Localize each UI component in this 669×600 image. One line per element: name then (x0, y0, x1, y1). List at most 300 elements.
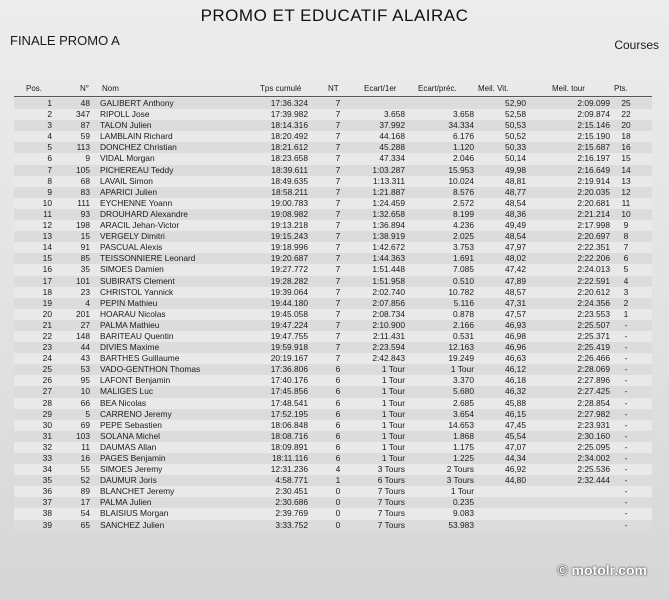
cell-laps: 7 (335, 98, 341, 108)
table-row (14, 497, 652, 508)
cell-best-lap: 2:32.444 (577, 475, 610, 486)
cell-name: PAGES Benjamin (100, 453, 166, 463)
header-num: N° (80, 84, 89, 93)
cell-best-lap: 2:25.419 (577, 342, 610, 353)
cell-num: 83 (80, 186, 90, 197)
cell-best-lap: 2:25.095 (577, 441, 610, 452)
cell-points: 11 (621, 197, 631, 208)
cell-name: ARACIL Jehan-Victor (100, 220, 180, 231)
cell-num: 23 (80, 286, 90, 297)
cell-best-lap: 2:28.069 (577, 364, 610, 375)
cell-gap-prev: 7.085 (453, 264, 474, 275)
cell-num: 89 (80, 486, 90, 497)
cell-pos: 22 (42, 330, 52, 341)
cell-pos: 21 (42, 319, 52, 330)
courses-label: Courses (614, 38, 659, 52)
cell-best-lap: 2:27.896 (577, 375, 610, 386)
cell-total-time: 19:08.982 (270, 208, 308, 219)
cell-num: 55 (80, 464, 90, 475)
cell-pos: 18 (42, 286, 52, 297)
cell-best-lap: 2:19.914 (577, 175, 610, 186)
cell-laps: 7 (335, 109, 341, 120)
cell-gap-prev: 1.691 (453, 253, 474, 264)
cell-best-speed: 49,98 (505, 164, 526, 175)
header-divider (14, 96, 652, 97)
table-header (0, 84, 669, 96)
results-table (14, 98, 652, 531)
cell-num: 201 (76, 308, 90, 319)
table-row (14, 342, 652, 353)
cell-num: 347 (76, 109, 90, 120)
cell-gap-prev: 12.163 (448, 342, 474, 353)
table-row (14, 486, 652, 497)
cell-pos: 2 (47, 109, 52, 120)
cell-num: 93 (80, 208, 90, 219)
cell-laps: 7 (335, 142, 341, 153)
cell-laps: 6 (335, 441, 341, 452)
cell-best-lap: 2:15.687 (577, 142, 610, 153)
cell-gap-first: 1:36.894 (372, 220, 405, 231)
cell-total-time: 3:33.752 (275, 519, 308, 530)
cell-pos: 25 (42, 364, 52, 375)
cell-points: - (624, 508, 628, 519)
cell-best-speed: 50,33 (505, 142, 526, 153)
cell-points: 2 (623, 297, 629, 308)
cell-laps: 7 (335, 131, 341, 142)
cell-name: PEPE Sebastien (100, 419, 162, 430)
cell-gap-first: 1 Tour (381, 453, 405, 463)
cell-pos: 28 (42, 397, 52, 408)
cell-laps: 6 (335, 375, 341, 386)
cell-best-speed: 50,53 (505, 120, 526, 131)
cell-points: 22 (621, 109, 631, 120)
cell-best-lap: 2:09.874 (577, 109, 610, 120)
cell-best-speed: 48,36 (505, 208, 526, 219)
cell-gap-prev: 15.953 (448, 164, 474, 175)
cell-total-time: 12:31.236 (270, 464, 308, 475)
table-row (14, 386, 652, 397)
cell-pos: 12 (42, 220, 52, 231)
cell-points: - (624, 453, 628, 463)
cell-gap-first: 44.168 (379, 131, 405, 142)
cell-pos: 15 (42, 253, 52, 264)
cell-gap-first: 1:21.887 (372, 186, 405, 197)
cell-laps: 7 (335, 175, 341, 186)
cell-laps: 0 (335, 486, 341, 497)
cell-num: 69 (80, 419, 90, 430)
cell-pos: 7 (47, 164, 52, 175)
cell-gap-first: 7 Tours (377, 497, 405, 508)
cell-gap-prev: 4.236 (453, 220, 474, 231)
table-row (14, 276, 652, 287)
cell-best-speed: 48,77 (505, 186, 526, 197)
cell-name: DONCHEZ Christian (100, 142, 177, 153)
cell-points: - (624, 441, 628, 452)
cell-total-time: 19:28.282 (270, 275, 308, 286)
cell-pos: 35 (42, 475, 52, 486)
cell-points: 14 (621, 164, 631, 175)
cell-gap-first: 7 Tours (377, 519, 405, 530)
cell-points: 9 (623, 220, 629, 231)
cell-best-lap: 2:20.681 (577, 197, 610, 208)
cell-best-lap: 2:20.697 (577, 231, 610, 242)
cell-total-time: 18:14.316 (270, 120, 308, 131)
cell-gap-prev: 2.025 (453, 231, 474, 242)
table-row (14, 98, 652, 109)
cell-gap-prev: 0.878 (453, 308, 474, 319)
table-row (14, 508, 652, 519)
cell-num: 91 (80, 242, 90, 253)
header-ecartprec: Ecart/préc. (418, 84, 457, 93)
cell-num: 43 (80, 353, 90, 364)
cell-total-time: 19:39.064 (270, 286, 308, 297)
cell-name: EYCHENNE Yoann (100, 197, 173, 208)
table-row (14, 475, 652, 486)
cell-gap-prev: 3.370 (453, 375, 474, 386)
cell-num: 27 (80, 319, 90, 330)
header-pts: Pts. (614, 84, 628, 93)
cell-num: 5 (85, 408, 90, 419)
cell-total-time: 17:45.856 (270, 386, 308, 397)
cell-best-speed: 46,93 (505, 319, 526, 330)
cell-best-speed: 47,45 (505, 419, 526, 430)
cell-total-time: 18:49.635 (270, 175, 308, 186)
cell-gap-first: 2:42.843 (372, 353, 405, 364)
table-row (14, 153, 652, 164)
page-title: PROMO ET EDUCATIF ALAIRAC (200, 6, 469, 25)
header-nt: NT (328, 84, 339, 93)
table-row (14, 420, 652, 431)
cell-pos: 24 (42, 353, 52, 364)
cell-num: 54 (80, 508, 90, 519)
cell-gap-first: 1 Tour (381, 364, 405, 375)
header-tps: Tps cumulé (260, 84, 302, 93)
cell-points: 20 (621, 120, 631, 131)
cell-best-speed: 46,32 (505, 386, 526, 397)
watermark: © motolr.com (557, 562, 647, 578)
table-row (14, 264, 652, 275)
cell-laps: 0 (335, 508, 341, 519)
cell-gap-prev: 1 Tour (450, 364, 474, 375)
cell-points: 7 (623, 242, 629, 253)
cell-points: - (624, 430, 628, 441)
cell-points: - (624, 486, 628, 497)
cell-name: VERGELY Dimitri (100, 231, 165, 242)
cell-laps: 6 (335, 408, 341, 419)
cell-num: 85 (80, 253, 90, 264)
cell-name: PEPIN Mathieu (100, 297, 158, 308)
cell-name: CARRENO Jeremy (100, 408, 172, 419)
cell-gap-prev: 53.983 (448, 519, 474, 530)
cell-gap-prev: 5.116 (453, 297, 474, 308)
cell-name: SANCHEZ Julien (100, 519, 165, 530)
header-pos: Pos. (26, 84, 43, 93)
cell-best-lap: 2:16.197 (577, 153, 610, 164)
cell-points: - (624, 464, 628, 475)
table-row (14, 187, 652, 198)
cell-gap-first: 1 Tour (381, 375, 405, 386)
cell-laps: 0 (335, 519, 341, 530)
cell-best-speed: 47,07 (505, 441, 526, 452)
cell-best-speed: 48,81 (505, 175, 526, 186)
cell-num: 48 (80, 98, 90, 108)
cell-points: - (624, 475, 628, 486)
cell-best-speed: 44,80 (505, 475, 526, 486)
table-row (14, 231, 652, 242)
cell-name: APARICI Julien (100, 186, 158, 197)
cell-gap-first: 2:23.594 (372, 342, 405, 353)
header-nom: Nom (102, 84, 119, 93)
cell-total-time: 18:58.211 (271, 186, 308, 197)
cell-pos: 5 (47, 142, 52, 153)
cell-num: 105 (76, 164, 90, 175)
cell-best-lap: 2:28.854 (577, 397, 610, 408)
cell-best-lap: 2:25.536 (577, 464, 610, 475)
cell-total-time: 2:30.451 (275, 486, 308, 497)
cell-gap-prev: 2 Tours (446, 464, 474, 475)
cell-points: 15 (621, 153, 631, 164)
cell-gap-first: 37.992 (379, 120, 405, 131)
cell-total-time: 18:08.716 (270, 430, 308, 441)
table-row (14, 520, 652, 531)
cell-best-lap: 2:26.466 (577, 353, 610, 364)
cell-num: 198 (76, 220, 90, 231)
cell-name: BEA Nicolas (100, 397, 147, 408)
cell-total-time: 17:39.982 (270, 109, 308, 120)
cell-gap-first: 1 Tour (381, 430, 405, 441)
cell-best-speed: 46,12 (505, 364, 526, 375)
cell-laps: 7 (335, 242, 341, 253)
cell-best-speed: 46,63 (505, 353, 526, 364)
cell-gap-first: 2:02.740 (372, 286, 405, 297)
cell-points: 1 (623, 308, 629, 319)
cell-num: 4 (85, 297, 90, 308)
cell-gap-prev: 9.083 (453, 508, 474, 519)
cell-gap-prev: 34.334 (448, 120, 474, 131)
cell-points: - (624, 408, 628, 419)
cell-pos: 27 (42, 386, 52, 397)
cell-pos: 6 (47, 153, 52, 164)
cell-laps: 7 (335, 253, 341, 264)
cell-gap-prev: 2.046 (453, 153, 474, 164)
table-row (14, 253, 652, 264)
cell-total-time: 19:59.918 (270, 342, 308, 353)
cell-total-time: 2:30.686 (275, 497, 308, 508)
cell-gap-prev: 6.176 (453, 131, 474, 142)
cell-gap-prev: 0.235 (453, 497, 474, 508)
cell-best-speed: 47,97 (505, 242, 526, 253)
cell-best-speed: 46,18 (505, 375, 526, 386)
cell-num: 35 (80, 264, 90, 275)
cell-name: SIMOES Jeremy (100, 464, 163, 475)
cell-gap-prev: 2.685 (453, 397, 474, 408)
cell-best-lap: 2:20.035 (577, 186, 610, 197)
cell-num: 113 (76, 142, 90, 153)
cell-gap-first: 1:03.287 (372, 164, 405, 175)
cell-name: TALON Julien (100, 120, 152, 131)
cell-best-lap: 2:15.146 (577, 120, 610, 131)
cell-name: PASCUAL Alexis (100, 242, 163, 253)
cell-total-time: 19:20.687 (270, 253, 308, 264)
cell-laps: 1 (335, 475, 341, 486)
cell-gap-prev: 1.868 (453, 430, 474, 441)
cell-pos: 34 (42, 464, 52, 475)
cell-pos: 33 (42, 453, 52, 463)
cell-gap-first: 1 Tour (381, 397, 405, 408)
cell-points: - (624, 497, 628, 508)
cell-total-time: 17:52.195 (270, 408, 308, 419)
cell-best-speed: 44,34 (505, 453, 526, 463)
cell-laps: 7 (335, 164, 341, 175)
cell-best-lap: 2:22.591 (577, 275, 610, 286)
cell-gap-prev: 3.654 (453, 408, 474, 419)
table-row (14, 198, 652, 209)
cell-laps: 7 (335, 208, 341, 219)
cell-name: SIMOES Damien (100, 264, 164, 275)
cell-name: HOARAU Nicolas (100, 308, 166, 319)
cell-laps: 6 (335, 386, 341, 397)
cell-best-speed: 47,57 (505, 308, 526, 319)
cell-name: BLAISIUS Morgan (100, 508, 169, 519)
cell-total-time: 19:13.218 (270, 220, 308, 231)
cell-best-lap: 2:24.356 (577, 297, 610, 308)
cell-best-speed: 46,92 (505, 464, 526, 475)
cell-name: RIPOLL Jose (100, 109, 150, 120)
cell-gap-first: 1:32.658 (372, 208, 405, 219)
cell-points: 18 (621, 131, 631, 142)
cell-name: BARTHES Guillaume (100, 353, 180, 364)
cell-laps: 6 (335, 453, 341, 463)
cell-best-speed: 52,58 (505, 109, 526, 120)
cell-num: 148 (76, 330, 90, 341)
cell-gap-first: 1 Tour (381, 408, 405, 419)
cell-laps: 7 (335, 220, 341, 231)
cell-best-lap: 2:22.351 (577, 242, 610, 253)
cell-pos: 32 (42, 441, 52, 452)
cell-best-speed: 48,54 (505, 197, 526, 208)
cell-gap-prev: 2.572 (453, 197, 474, 208)
cell-laps: 7 (335, 319, 341, 330)
cell-gap-prev: 19.249 (448, 353, 474, 364)
cell-name: TEISSONNIERE Leonard (100, 253, 196, 264)
cell-name: PICHEREAU Teddy (100, 164, 174, 175)
cell-total-time: 2:39.769 (275, 508, 308, 519)
table-row (14, 165, 652, 176)
cell-gap-first: 1:51.958 (372, 275, 405, 286)
cell-laps: 6 (335, 419, 341, 430)
cell-best-speed: 45,54 (505, 430, 526, 441)
cell-gap-prev: 5.680 (453, 386, 474, 397)
cell-points: - (624, 330, 628, 341)
table-row (14, 375, 652, 386)
cell-best-speed: 48,54 (505, 231, 526, 242)
table-row (14, 120, 652, 131)
table-row (14, 209, 652, 220)
cell-best-lap: 2:23.931 (577, 419, 610, 430)
cell-best-lap: 2:30.160 (577, 430, 610, 441)
cell-best-speed: 46,15 (505, 408, 526, 419)
cell-num: 87 (80, 120, 90, 131)
cell-gap-first: 7 Tours (377, 486, 405, 497)
cell-gap-first: 45.288 (379, 142, 405, 153)
cell-laps: 0 (335, 497, 341, 508)
cell-name: DAUMUR Joris (100, 475, 157, 486)
cell-laps: 7 (335, 308, 341, 319)
cell-best-lap: 2:22.206 (577, 253, 610, 264)
cell-gap-prev: 8.576 (453, 186, 474, 197)
cell-points: - (624, 397, 628, 408)
cell-gap-first: 3.658 (384, 109, 405, 120)
table-row (14, 453, 652, 464)
cell-num: 111 (77, 197, 90, 208)
cell-num: 9 (85, 153, 90, 164)
cell-name: SUBIRATS Clement (100, 275, 175, 286)
cell-num: 10 (80, 386, 90, 397)
cell-pos: 37 (42, 497, 52, 508)
cell-num: 95 (80, 375, 90, 386)
cell-gap-first: 1 Tour (381, 441, 405, 452)
table-row (14, 142, 652, 153)
table-row (14, 331, 652, 342)
cell-num: 17 (80, 497, 90, 508)
cell-laps: 6 (335, 430, 341, 441)
cell-total-time: 19:47.755 (270, 330, 308, 341)
cell-gap-prev: 3.753 (453, 242, 474, 253)
cell-pos: 16 (42, 264, 52, 275)
cell-laps: 7 (335, 330, 341, 341)
cell-best-speed: 46,96 (505, 342, 526, 353)
cell-gap-prev: 1.120 (453, 142, 474, 153)
cell-best-speed: 49,49 (505, 220, 526, 231)
cell-laps: 6 (335, 397, 341, 408)
cell-points: - (624, 353, 628, 364)
cell-num: 15 (80, 231, 90, 242)
cell-gap-prev: 1.175 (453, 441, 474, 452)
cell-points: - (624, 386, 628, 397)
table-row (14, 176, 652, 187)
cell-name: LAFONT Benjamin (100, 375, 171, 386)
cell-points: 13 (621, 175, 631, 186)
cell-points: - (624, 375, 628, 386)
cell-total-time: 18:11.116 (271, 453, 308, 463)
cell-gap-first: 2:08.734 (372, 308, 405, 319)
cell-total-time: 19:44.180 (270, 297, 308, 308)
cell-name: BLANCHET Jeremy (100, 486, 175, 497)
table-row (14, 464, 652, 475)
cell-total-time: 17:48.541 (270, 397, 308, 408)
cell-gap-prev: 10.782 (448, 286, 474, 297)
cell-num: 68 (80, 175, 90, 186)
cell-name: LAMBLAIN Richard (100, 131, 173, 142)
cell-name: SOLANA Michel (100, 430, 161, 441)
cell-total-time: 19:45.058 (270, 308, 308, 319)
cell-best-lap: 2:21.214 (577, 208, 610, 219)
cell-total-time: 18:20.492 (270, 131, 308, 142)
cell-num: 44 (80, 342, 90, 353)
table-row (14, 131, 652, 142)
cell-total-time: 19:15.243 (270, 231, 308, 242)
cell-pos: 39 (42, 519, 52, 530)
cell-best-lap: 2:27.425 (577, 386, 610, 397)
cell-laps: 7 (335, 297, 341, 308)
cell-gap-first: 1:42.672 (372, 242, 405, 253)
cell-best-lap: 2:25.507 (577, 319, 610, 330)
cell-total-time: 18:09.891 (270, 441, 308, 452)
cell-best-lap: 2:25.371 (577, 330, 610, 341)
cell-best-lap: 2:27.982 (577, 408, 610, 419)
cell-gap-prev: 2.166 (453, 319, 474, 330)
cell-pos: 14 (42, 242, 52, 253)
